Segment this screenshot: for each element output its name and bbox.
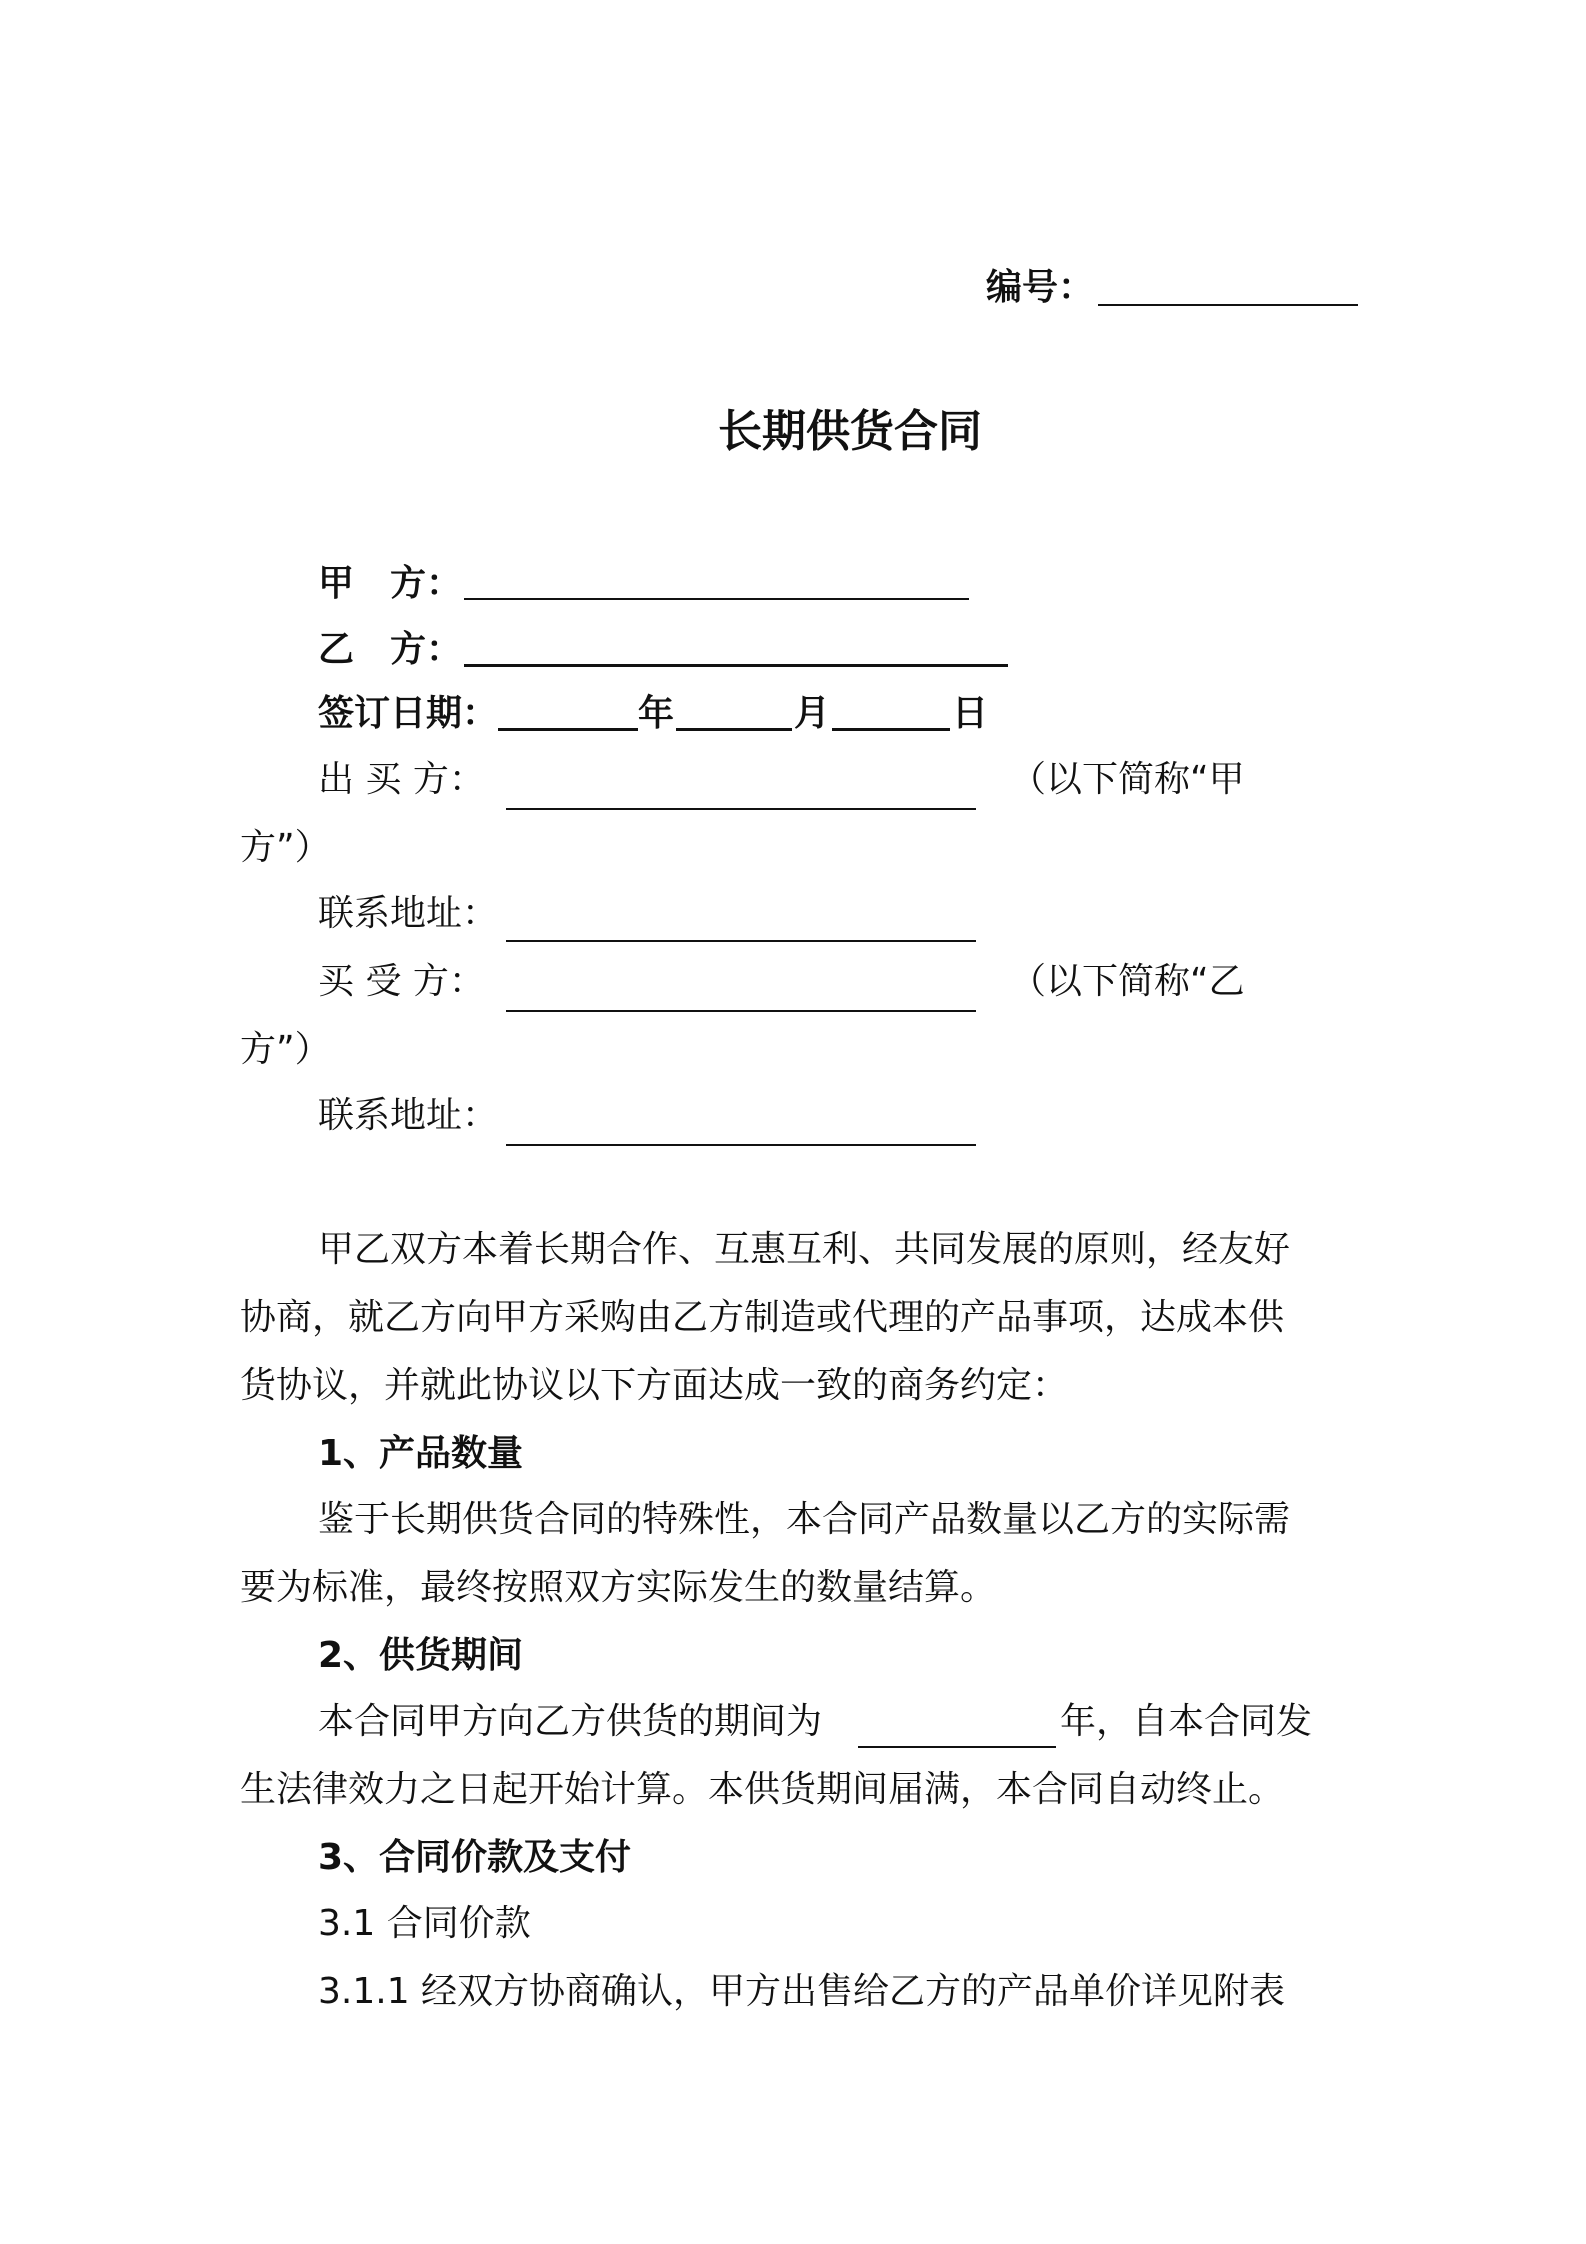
- section-1-line-1: 鉴于长期供货合同的特殊性，本合同产品数量以乙方的实际需: [318, 1499, 1291, 1540]
- buyer-label: 买 受 方：: [318, 961, 485, 1002]
- seller-alias-cont: 方”）: [240, 827, 331, 868]
- sign-year-field[interactable]: [498, 728, 638, 731]
- intro-line-2: 协商，就乙方向甲方采购由乙方制造或代理的产品事项，达成本供: [240, 1297, 1285, 1338]
- buyer-field[interactable]: [506, 1010, 976, 1012]
- section-3-1-1-line: 3.1.1 经双方协商确认，甲方出售给乙方的产品单价详见附表: [318, 1971, 1286, 2012]
- section-2-line-1b: 年，自本合同发: [1060, 1701, 1313, 1742]
- seller-alias: （以下简称“甲: [1010, 759, 1245, 800]
- sign-date-label: 签订日期：: [318, 693, 499, 734]
- buyer-address-label: 联系地址：: [318, 1095, 499, 1136]
- party-b-label: 乙 方：: [318, 629, 463, 670]
- intro-line-1: 甲乙双方本着长期合作、互惠互利、共同发展的原则，经友好: [318, 1229, 1291, 1270]
- intro-line-3: 货协议，并就此协议以下方面达成一致的商务约定：: [240, 1365, 1069, 1406]
- section-1-line-2: 要为标准，最终按照双方实际发生的数量结算。: [240, 1567, 997, 1608]
- seller-address-label: 联系地址：: [318, 893, 499, 934]
- party-b-field[interactable]: [464, 664, 1008, 667]
- sign-month-field[interactable]: [676, 728, 792, 731]
- section-1-heading: 1、产品数量: [318, 1433, 524, 1474]
- party-a-label: 甲 方：: [318, 563, 463, 604]
- year-label: 年: [638, 693, 675, 734]
- party-a-field[interactable]: [464, 598, 969, 600]
- contract-number-label: 编号：: [986, 267, 1095, 308]
- buyer-alias: （以下简称“乙: [1010, 961, 1245, 1002]
- section-3-heading: 3、合同价款及支付: [318, 1837, 632, 1878]
- day-label: 日: [952, 693, 989, 734]
- seller-label: 出 买 方：: [318, 759, 485, 800]
- buyer-alias-cont: 方”）: [240, 1029, 331, 1070]
- seller-address-field[interactable]: [506, 940, 976, 942]
- section-3-1-heading: 3.1 合同价款: [318, 1903, 531, 1944]
- month-label: 月: [794, 693, 831, 734]
- section-2-line-2: 生法律效力之日起开始计算。本供货期间届满，本合同自动终止。: [240, 1769, 1285, 1810]
- section-2-heading: 2、供货期间: [318, 1635, 524, 1676]
- contract-number-field[interactable]: [1098, 304, 1358, 306]
- seller-field[interactable]: [506, 808, 976, 810]
- sign-day-field[interactable]: [832, 728, 950, 731]
- document-title: 长期供货合同: [718, 406, 982, 457]
- supply-period-field[interactable]: [858, 1746, 1056, 1748]
- buyer-address-field[interactable]: [506, 1144, 976, 1146]
- section-2-line-1a: 本合同甲方向乙方供货的期间为: [318, 1701, 823, 1742]
